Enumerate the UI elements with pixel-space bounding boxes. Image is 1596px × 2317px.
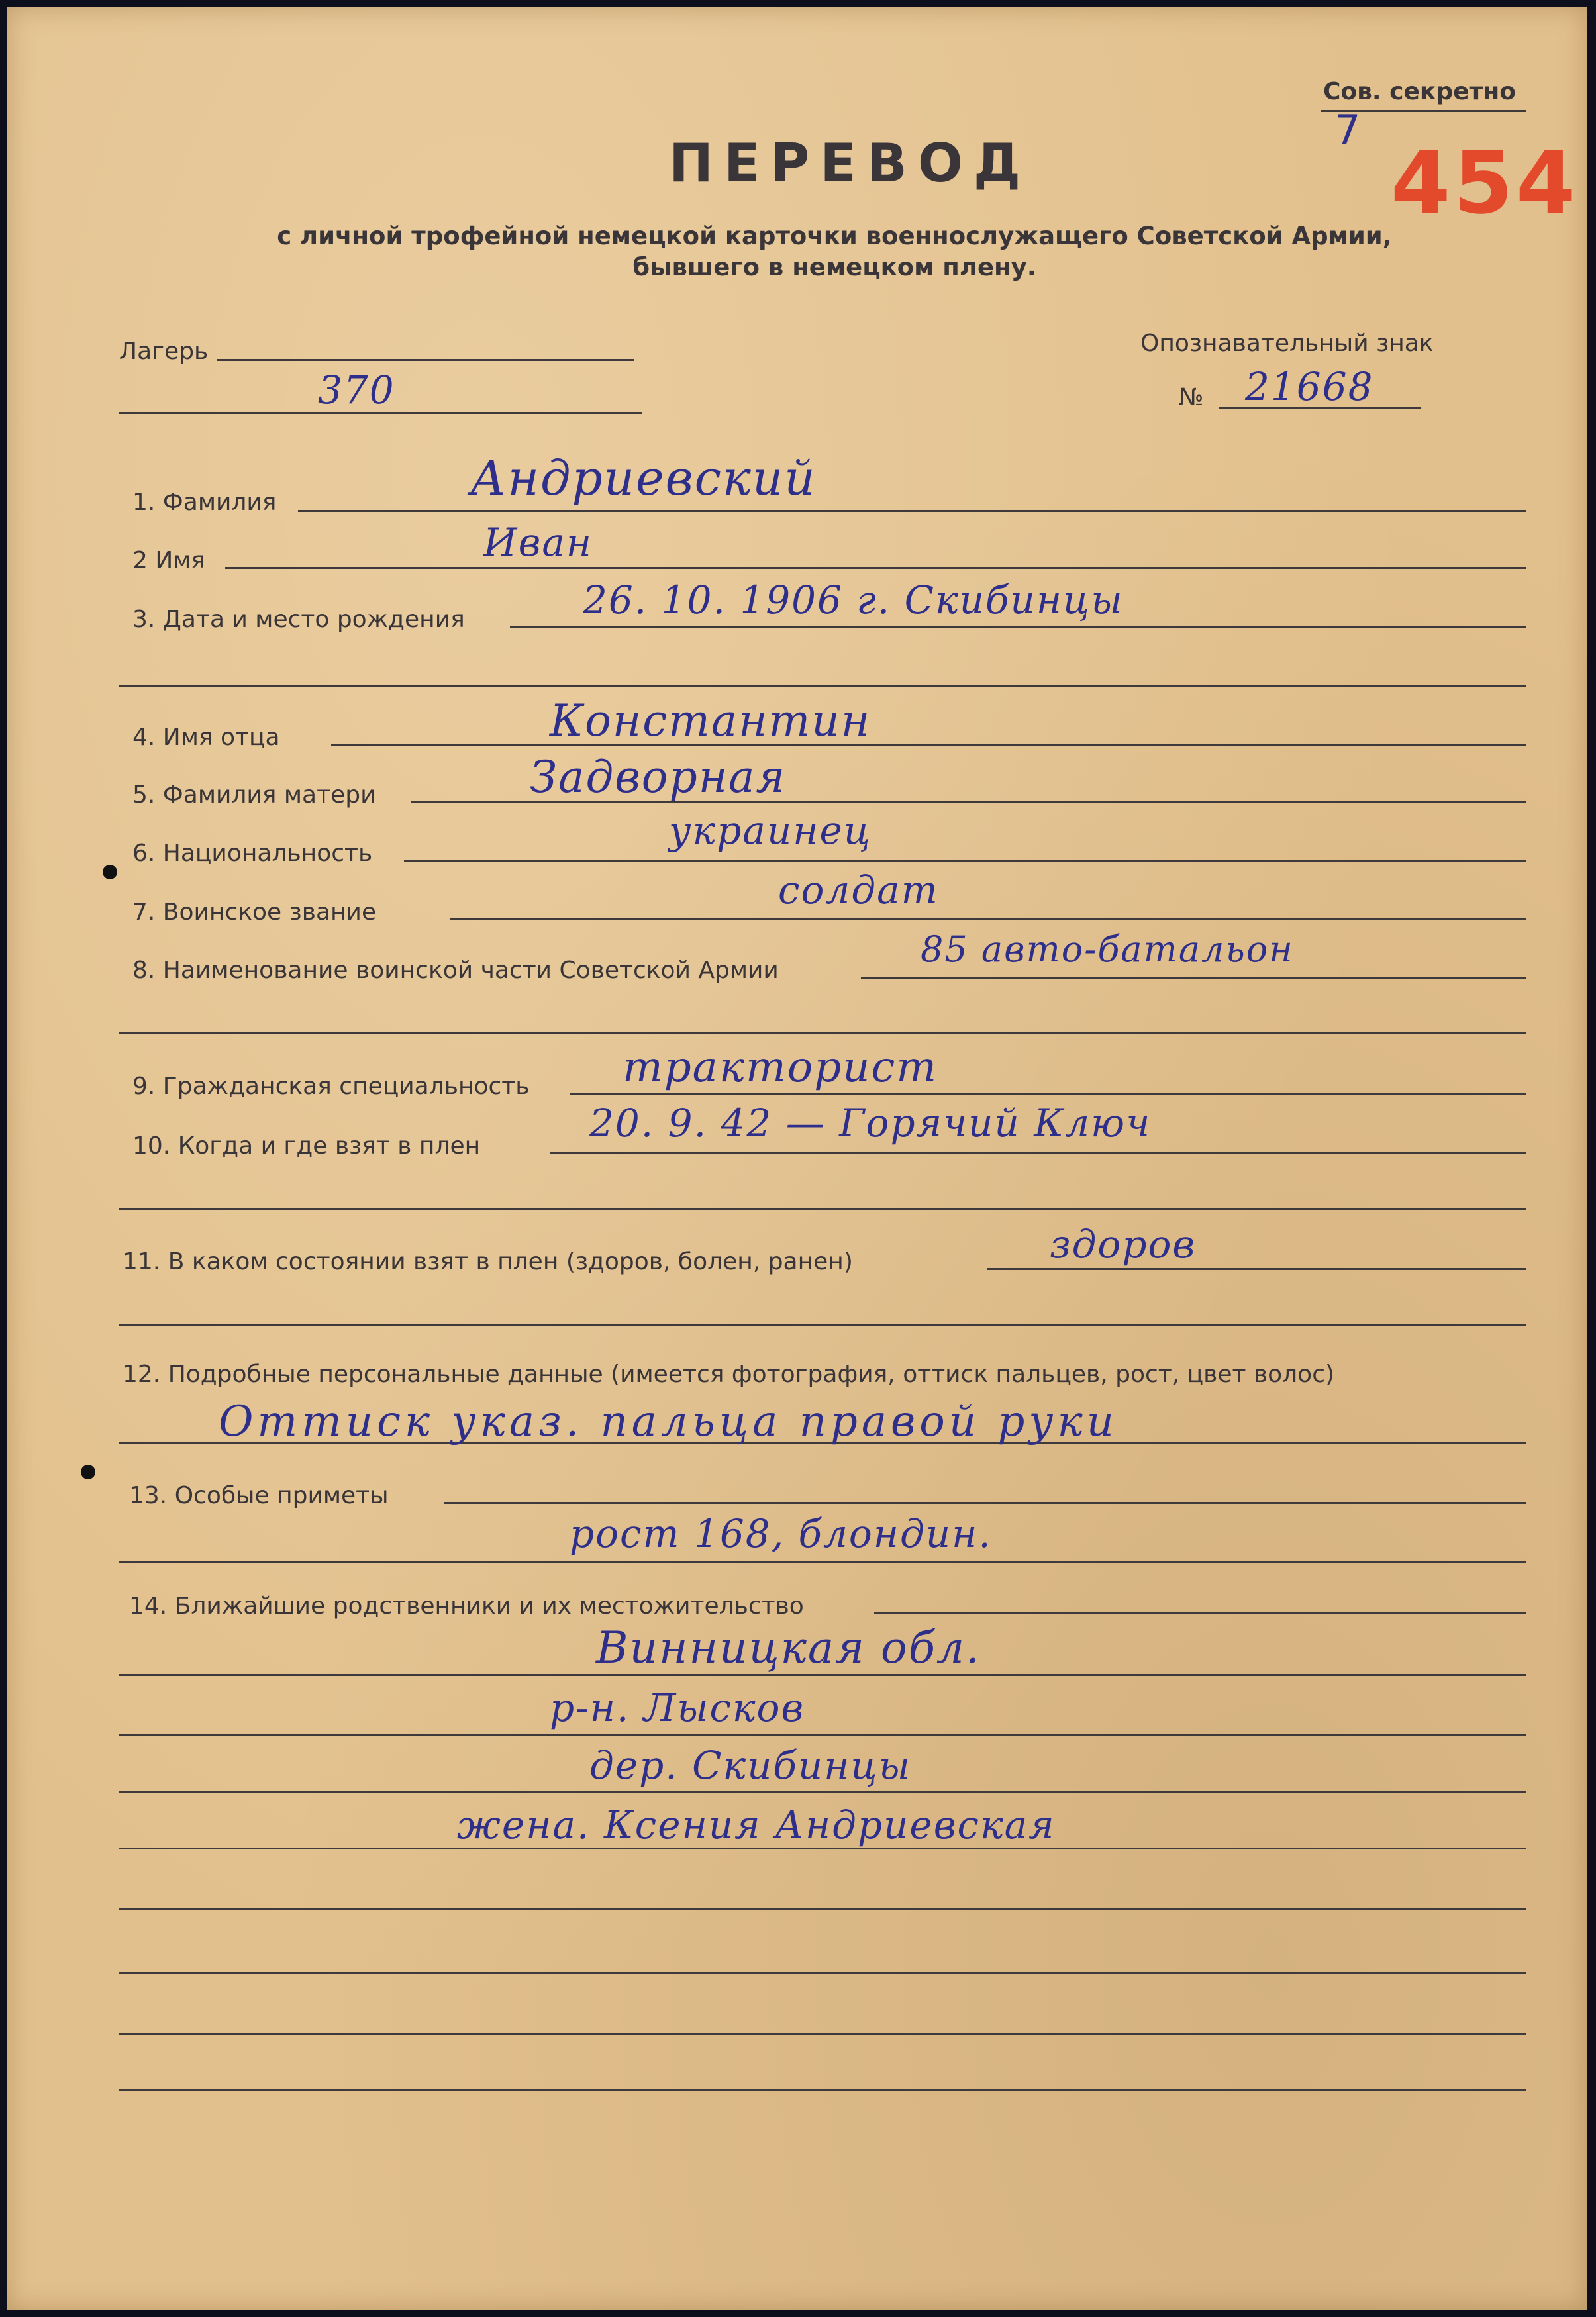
- document-subtitle-line-1: с личной трофейной немецкой карточки военнослужащего Советской Армии,: [277, 222, 1392, 250]
- mother-surname-label: 5. Фамилия матери: [132, 781, 376, 809]
- relatives-rule-7: [119, 2033, 1526, 2035]
- relatives-line-4: жена. Ксения Андриевская: [457, 1802, 1056, 1848]
- civil-profession-value: тракторист: [623, 1043, 938, 1092]
- rank-value: солдат: [778, 867, 939, 912]
- camp-value: 370: [318, 368, 395, 413]
- condition-line: [987, 1268, 1526, 1270]
- personal-data-value: Оттиск указ. пальца правой руки: [219, 1397, 1118, 1446]
- relatives-rule-4: [119, 1848, 1526, 1849]
- unit-label: 8. Наименование воинской части Советской Армии: [132, 957, 779, 984]
- condition-value: здоров: [1050, 1222, 1197, 1267]
- ink-blot: [103, 865, 117, 879]
- special-marks-line-2: [119, 1561, 1526, 1563]
- camp-line-1: [217, 359, 634, 361]
- relatives-line-1: Винницкая обл.: [596, 1622, 981, 1673]
- first-name-value: Иван: [483, 520, 593, 565]
- relatives-line-2: р-н. Лысков: [550, 1685, 805, 1730]
- father-name-line: [331, 744, 1526, 746]
- ink-blot-2: [81, 1465, 95, 1479]
- captured-line-2: [119, 1208, 1526, 1210]
- document-title: ПЕРЕВОД: [669, 132, 1032, 194]
- nationality-value: украинец: [669, 808, 872, 853]
- id-tag-number-sign: №: [1179, 384, 1204, 411]
- id-tag-label: Опознавательный знак: [1140, 330, 1434, 357]
- nationality-label: 6. Национальность: [132, 840, 373, 867]
- relatives-rule-6: [119, 1972, 1526, 1974]
- birth-label: 3. Дата и место рождения: [132, 606, 465, 633]
- special-marks-value: рост 168, блондин.: [570, 1511, 992, 1556]
- birth-line-2: [119, 685, 1526, 687]
- relatives-label: 14. Ближайшие родственники и их местожительство: [129, 1593, 804, 1620]
- mother-surname-value: Задворная: [530, 752, 787, 803]
- personal-data-label: 12. Подробные персональные данные (имеется фотография, оттиск пальцев, рост, цвет волос): [123, 1361, 1335, 1388]
- id-tag-value: 21668: [1245, 364, 1374, 409]
- relatives-rule-3: [119, 1791, 1526, 1793]
- condition-line-2: [119, 1324, 1526, 1326]
- document-page: [7, 7, 1587, 2310]
- relatives-line: [874, 1612, 1526, 1614]
- rank-label: 7. Воинское звание: [132, 899, 377, 926]
- first-name-label: 2 Имя: [132, 547, 206, 574]
- relatives-rule-2: [119, 1734, 1526, 1736]
- civil-profession-line: [570, 1093, 1526, 1095]
- civil-profession-label: 9. Гражданская специальность: [132, 1073, 530, 1100]
- birth-value: 26. 10. 1906 г. Скибинцы: [583, 577, 1124, 622]
- unit-line: [861, 977, 1526, 979]
- secrecy-label: Сов. секретно: [1323, 78, 1516, 105]
- special-marks-line: [444, 1502, 1526, 1504]
- relatives-line-3: дер. Скибинцы: [589, 1743, 912, 1788]
- surname-value: Андриевский: [470, 450, 817, 506]
- condition-label: 11. В каком состоянии взят в плен (здоров, болен, ранен): [123, 1248, 853, 1275]
- captured-line: [550, 1152, 1526, 1154]
- unit-line-2: [119, 1032, 1526, 1034]
- surname-line: [298, 510, 1526, 512]
- rank-line: [450, 918, 1526, 920]
- special-marks-label: 13. Особые приметы: [129, 1482, 389, 1509]
- nationality-line: [404, 860, 1526, 862]
- relatives-rule-8: [119, 2089, 1526, 2091]
- unit-value: 85 авто-батальон: [921, 928, 1294, 970]
- camp-label: Лагерь: [119, 338, 209, 365]
- folio-number-red: 454: [1391, 132, 1579, 233]
- surname-label: 1. Фамилия: [132, 489, 277, 516]
- relatives-rule-1: [119, 1674, 1526, 1676]
- camp-line-2: [119, 412, 642, 414]
- document-subtitle-line-2: бывшего в немецком плену.: [632, 253, 1036, 281]
- birth-line: [510, 626, 1526, 628]
- folio-number-small: 7: [1334, 106, 1361, 154]
- first-name-line: [225, 567, 1526, 569]
- relatives-rule-5: [119, 1908, 1526, 1910]
- captured-label: 10. Когда и где взят в плен: [132, 1132, 481, 1159]
- father-name-value: Константин: [550, 695, 872, 746]
- father-name-label: 4. Имя отца: [132, 724, 280, 751]
- captured-value: 20. 9. 42 — Горячий Ключ: [589, 1101, 1152, 1146]
